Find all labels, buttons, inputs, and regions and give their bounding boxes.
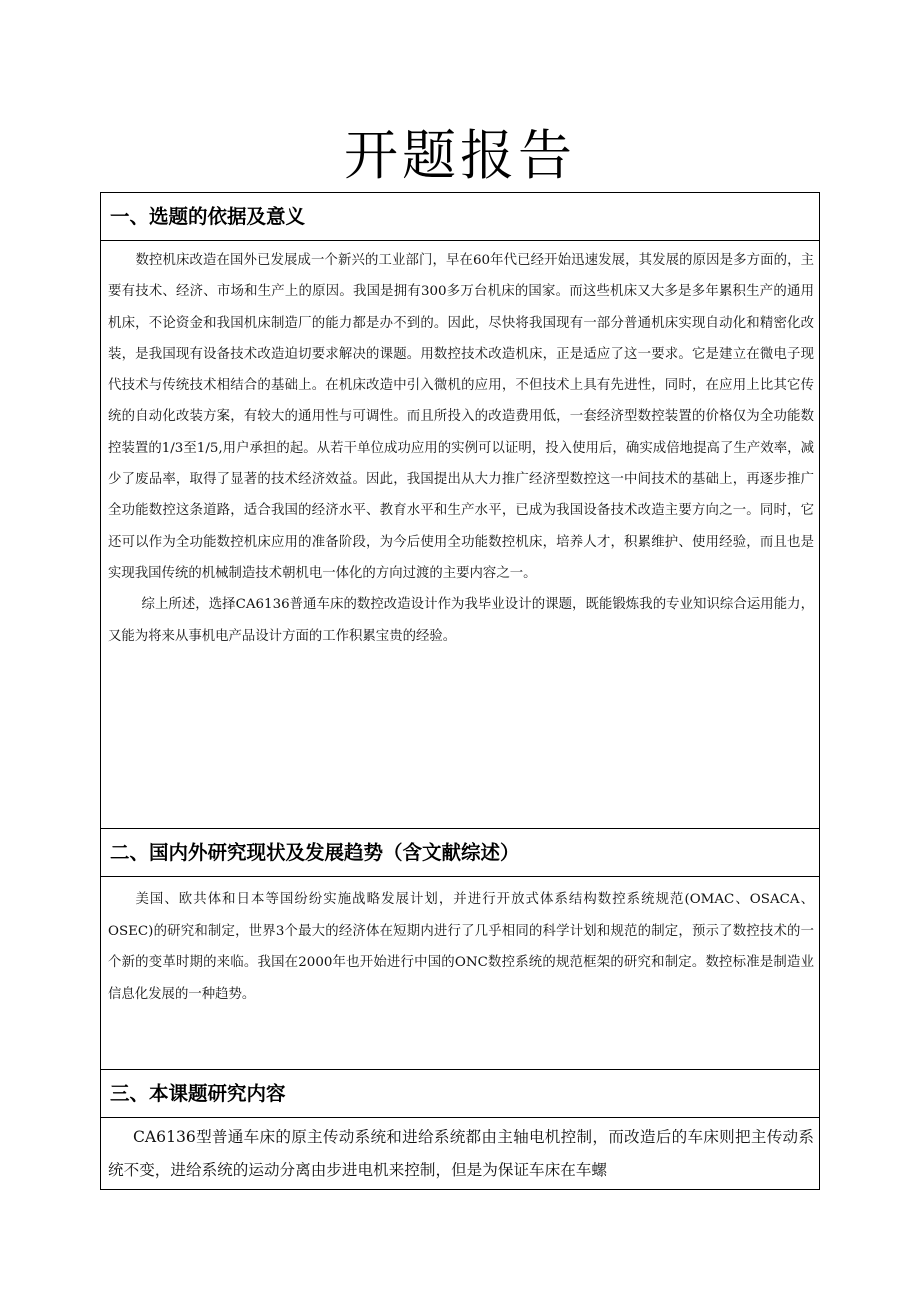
section-body-basis <box>101 241 819 829</box>
section-body-research-status <box>101 877 819 1070</box>
section-heading-research-content: 三、本课题研究内容 <box>101 1070 819 1118</box>
paragraph: CA6136型普通车床的原主传动系统和进给系统都由主轴电机控制，而改造后的车床则把主传动系统不变，进给系统的运动分离由步进电机来控制，但是为保证车床在车螺 <box>108 1128 814 1179</box>
paragraph: 综上所述，选择CA6136普通车床的数控改造设计作为我毕业设计的课题，既能锻炼我的专业知识综合运用能力，又能为将来从事机电产品设计方面的工作积累宝贵的经验。 <box>108 597 814 644</box>
document-title: 开题报告 <box>344 124 576 187</box>
paragraph: 数控机床改造在国外已发展成一个新兴的工业部门，早在60年代已经开始迅速发展，其发展的原因是多方面的，主要有技术、经济、市场和生产上的原因。我国是拥有300多万台机床的国家。而这些机床又大多是多年累积生产的通用机床，不论资金和我国机床制造厂的能力都是办不到的。因此，尽快将我国现有一部分普通机床实现自动化和精密化改装，是我国现有设备技术改造迫切要求解决的课题。用数控技术改造机床，正是适应了这一要求。它是建立在微电子现代技术与传统技术相结合的基础上。在机床改造中引入微机的应用，不但技术上具有先进性，同时，在应用上比其它传统的自动化改装方案，有较大的通用性与可调性。而且所投入的改造费用低，一套经济型数控装置的价格仅为全功能数控装置的1/3至1/5,用户承担的起。从若干单位成功应用的实例可以证明，投入使用后，确实成倍地提高了生产效率，减少了废品率，取得了显著的技术经济效益。因此，我国提出从大力推广经济型数控这一中间技术的基础上，再逐步推广全功能数控这条道路，适合我国的经济水平、教育水平和生产水平，已成为我国设备技术改造主要方向之一。同时，它还可以作为全功能数控机床应用的准备阶段，为今后使用全功能数控机床，培养人才，积累维护、使用经验，而且也是实现我国传统的机械制造技术朝机电一体化的方向过渡的主要内容之一。 <box>108 253 814 581</box>
section-body-research-content <box>101 1118 819 1189</box>
paragraph: 美国、欧共体和日本等国纷纷实施战略发展计划，并进行开放式体系结构数控系统规范(OMAC、OSACA、OSEC)的研究和制定，世界3个最大的经济体在短期内进行了几乎相同的科学计划和规范的制定，预示了数控技术的一个新的变革时期的来临。我国在2000年也开始进行中国的ONC数控系统的规范框架的研究和制定。数控标准是制造业信息化发展的一种趋势。 <box>108 892 814 1002</box>
report-table <box>100 192 820 1190</box>
section-heading-research-status: 二、国内外研究现状及发展趋势（含文献综述） <box>101 829 819 877</box>
section-heading-basis: 一、选题的依据及意义 <box>101 193 819 241</box>
